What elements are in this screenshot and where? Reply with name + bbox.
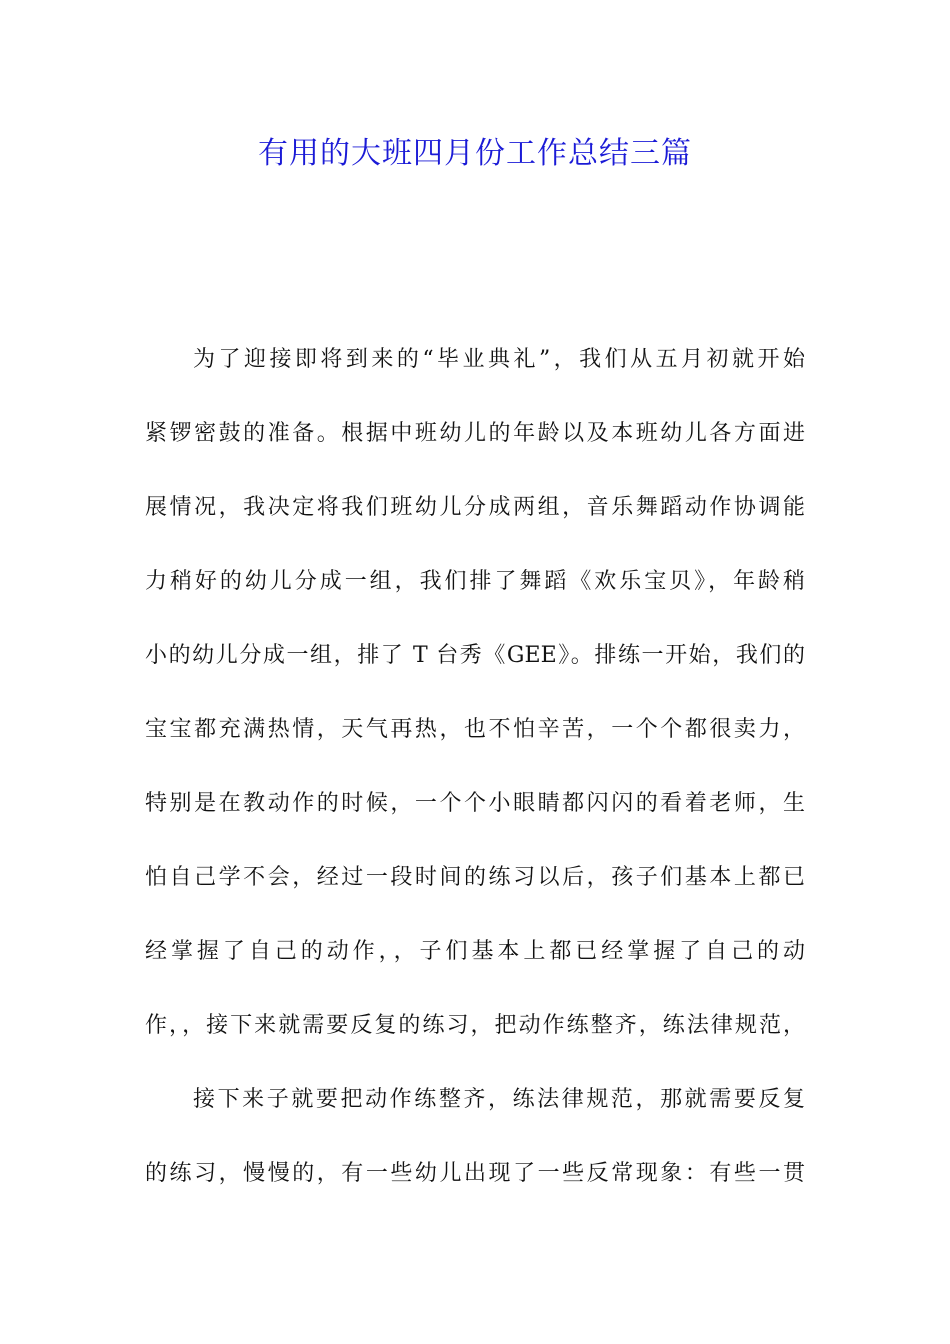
paragraph-line: 展情况，我决定将我们班幼儿分成两组，音乐舞蹈动作协调能 xyxy=(145,495,805,520)
paragraph-line: 力稍好的幼儿分成一组，我们排了舞蹈《欢乐宝贝》，年龄稍 xyxy=(145,569,805,594)
paragraph-line: 接下来子就要把动作练整齐，练法律规范，那就需要反复 xyxy=(193,1087,805,1112)
paragraph-line: 经掌握了自己的动作，，子们基本上都已经掌握了自己的动 xyxy=(145,939,805,964)
paragraph-line: 宝宝都充满热情，天气再热，也不怕辛苦，一个个都很卖力， xyxy=(145,717,805,742)
document-title: 有用的大班四月份工作总结三篇 xyxy=(258,136,692,171)
paragraph-line: 的练习，慢慢的，有一些幼儿出现了一些反常现象：有些一贯 xyxy=(145,1161,805,1186)
paragraph-line: 作，，接下来就需要反复的练习，把动作练整齐，练法律规范， xyxy=(145,1013,805,1038)
paragraph-line: 怕自己学不会，经过一段时间的练习以后，孩子们基本上都已 xyxy=(145,865,805,890)
paragraph-line: 特别是在教动作的时候，一个个小眼睛都闪闪的看着老师，生 xyxy=(145,791,805,816)
paragraph-line: 为了迎接即将到来的“毕业典礼”，我们从五月初就开始 xyxy=(193,347,805,372)
paragraph-line: 小的幼儿分成一组，排了 T 台秀《GEE》。排练一开始，我们的 xyxy=(145,643,805,668)
paragraph-line: 紧锣密鼓的准备。根据中班幼儿的年龄以及本班幼儿各方面进 xyxy=(145,421,805,446)
